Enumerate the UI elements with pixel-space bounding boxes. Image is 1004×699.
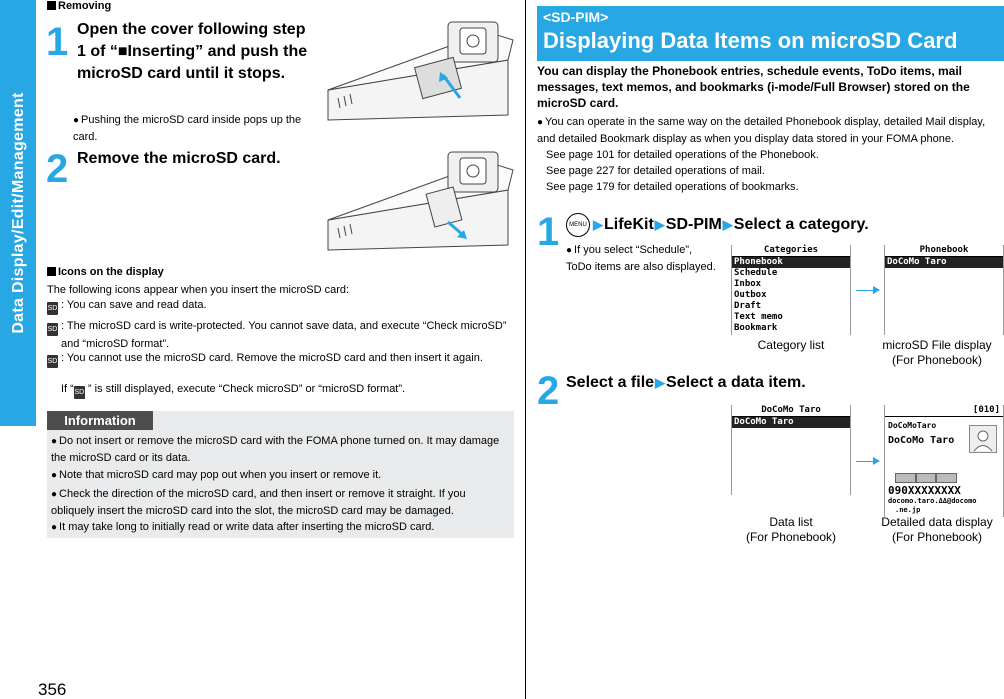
removing-heading: Removing bbox=[47, 0, 111, 12]
right-step-1-title: MENU ▶LifeKit▶SD-PIM▶Select a category. bbox=[566, 213, 996, 237]
operation-note: ● You can operate in the same way on the detailed Phonebook display, detailed Mail display, and detailed Bookmark display as when you display data stored in your FOMA phone. See page 101 for detailed operations of the Phonebook. See page 227 for detailed operations of mail. See page 179 for detailed operations of bookmarks. bbox=[537, 114, 999, 195]
category-row[interactable]: Draft bbox=[734, 301, 762, 311]
right-step-2-number: 2 bbox=[537, 369, 560, 413]
info-item-4: ● It may take long to initially read or write data after inserting the microSD card. bbox=[51, 521, 435, 533]
square-bullet-icon bbox=[47, 1, 56, 10]
see-page-bookmarks: See page 179 for detailed operations of bookmarks. bbox=[546, 181, 799, 193]
data-item-row[interactable]: DoCoMo Taro bbox=[732, 417, 850, 428]
icon-line-unusable: SD : You cannot use the microSD card. Remove the microSD card and then insert it again. bbox=[47, 350, 517, 368]
category-row[interactable]: Text memo bbox=[734, 312, 783, 322]
tab-star-icon[interactable] bbox=[916, 473, 937, 483]
tab-list-icon[interactable] bbox=[895, 473, 916, 483]
detail-name-small: DoCoMoTaro bbox=[888, 421, 937, 430]
right-step-1-note: ● If you select “Schedule”, ToDo items are also displayed. bbox=[566, 244, 716, 273]
detail-mail-1: docomo.taro.ΔΔ@docomo bbox=[888, 497, 977, 505]
title-banner bbox=[537, 6, 1004, 61]
data-list-screen bbox=[731, 405, 851, 495]
side-tab-label: Data Display/Edit/Management bbox=[10, 92, 27, 334]
data-list-screen-title: DoCoMo Taro bbox=[732, 405, 850, 417]
icons-heading: Icons on the display bbox=[47, 266, 164, 278]
square-bullet-icon bbox=[47, 267, 56, 276]
phonebook-screen-title: Phonebook bbox=[885, 245, 1003, 257]
step-1-note: ● Pushing the microSD card inside pops up the card. bbox=[73, 114, 302, 143]
caption-data-list: Data list (For Phonebook) bbox=[745, 515, 837, 544]
column-divider bbox=[525, 0, 526, 699]
phone-illustration-push bbox=[318, 20, 518, 130]
icon-line-write-protected: SD : The microSD card is write-protected. You cannot save data, and execute “Check microSD” and “microSD format”. bbox=[47, 320, 507, 350]
right-step-2-title: Select a file▶Select a data item. bbox=[566, 374, 806, 391]
info-item-1: ● Do not insert or remove the microSD card with the FOMA phone turned on. It may damage the microSD card or its data. bbox=[51, 435, 500, 464]
detail-mail-2: .ne.jp bbox=[895, 506, 921, 514]
arrow-line bbox=[856, 290, 874, 291]
microsd-icon: SD bbox=[47, 302, 58, 315]
info-item-3: ● Check the direction of the microSD card, and then insert or remove it straight. If you obliquely insert the microSD card into the slot, the microSD card may be damaged. bbox=[51, 488, 466, 517]
avatar bbox=[969, 425, 997, 453]
menu-key-icon: MENU bbox=[566, 213, 590, 237]
banner-subtitle: <SD-PIM> bbox=[543, 9, 609, 25]
tab-memo-icon[interactable] bbox=[936, 473, 957, 483]
detail-screen bbox=[884, 405, 1004, 517]
caption-category-list: Category list bbox=[757, 338, 825, 352]
person-icon bbox=[970, 426, 996, 452]
category-row[interactable]: Outbox bbox=[734, 290, 767, 300]
phonebook-file-row[interactable]: DoCoMo Taro bbox=[885, 257, 1003, 268]
bullet-icon: ● bbox=[73, 115, 80, 126]
icon-line-normal: SD : You can save and read data. bbox=[47, 297, 517, 315]
arrow-line bbox=[856, 461, 874, 462]
category-row[interactable]: Phonebook bbox=[732, 257, 850, 268]
detail-phone-number: 090XXXXXXXX bbox=[888, 484, 961, 497]
category-row[interactable]: Schedule bbox=[734, 268, 778, 278]
caption-file-display: microSD File display (For Phonebook) bbox=[882, 338, 992, 367]
category-row[interactable]: Inbox bbox=[734, 279, 762, 289]
detail-name: DoCoMo Taro bbox=[888, 435, 955, 446]
detail-tabs bbox=[895, 473, 957, 483]
categories-screen-title: Categories bbox=[732, 245, 850, 257]
page-number: 356 bbox=[38, 680, 67, 699]
microsd-error-icon: SD bbox=[74, 386, 85, 399]
side-tab bbox=[0, 0, 36, 426]
microsd-locked-icon: SD bbox=[47, 323, 58, 336]
see-page-mail: See page 227 for detailed operations of mail. bbox=[546, 165, 765, 177]
arrow-right-icon bbox=[873, 286, 880, 294]
categories-screen bbox=[731, 245, 851, 335]
page-title: Displaying Data Items on microSD Card bbox=[543, 28, 958, 53]
step-1-title: Open the cover following step 1 of “■Inserting” and push the microSD card until it stops. bbox=[77, 21, 308, 82]
microsd-error-icon: SD bbox=[47, 355, 58, 368]
arrow-right-icon bbox=[873, 457, 880, 465]
step-1-number: 1 bbox=[46, 20, 69, 64]
information-label: Information bbox=[47, 411, 153, 430]
icon-line-if-still: If “SD ” is still displayed, execute “Check microSD” or “microSD format”. bbox=[47, 381, 517, 399]
info-item-2: ● Note that microSD card may pop out when you insert or remove it. bbox=[51, 469, 382, 481]
phonebook-screen bbox=[884, 245, 1004, 335]
step-2-number: 2 bbox=[46, 147, 69, 191]
category-row[interactable]: Bookmark bbox=[734, 323, 778, 333]
see-page-phonebook: See page 101 for detailed operations of the Phonebook. bbox=[546, 149, 819, 161]
phone-illustration-remove bbox=[318, 150, 518, 260]
detail-screen-counter: [010] bbox=[885, 405, 1003, 417]
intro-text: You can display the Phonebook entries, schedule events, ToDo items, mail messages, text memos, and bookmarks (i-mode/Full Browser) stored on the microSD card. bbox=[537, 64, 970, 110]
right-step-1-number: 1 bbox=[537, 210, 560, 254]
icons-intro: The following icons appear when you insert the microSD card: bbox=[47, 284, 350, 296]
step-2-title: Remove the microSD card. bbox=[77, 150, 281, 167]
caption-detail-display: Detailed data display (For Phonebook) bbox=[881, 515, 993, 544]
